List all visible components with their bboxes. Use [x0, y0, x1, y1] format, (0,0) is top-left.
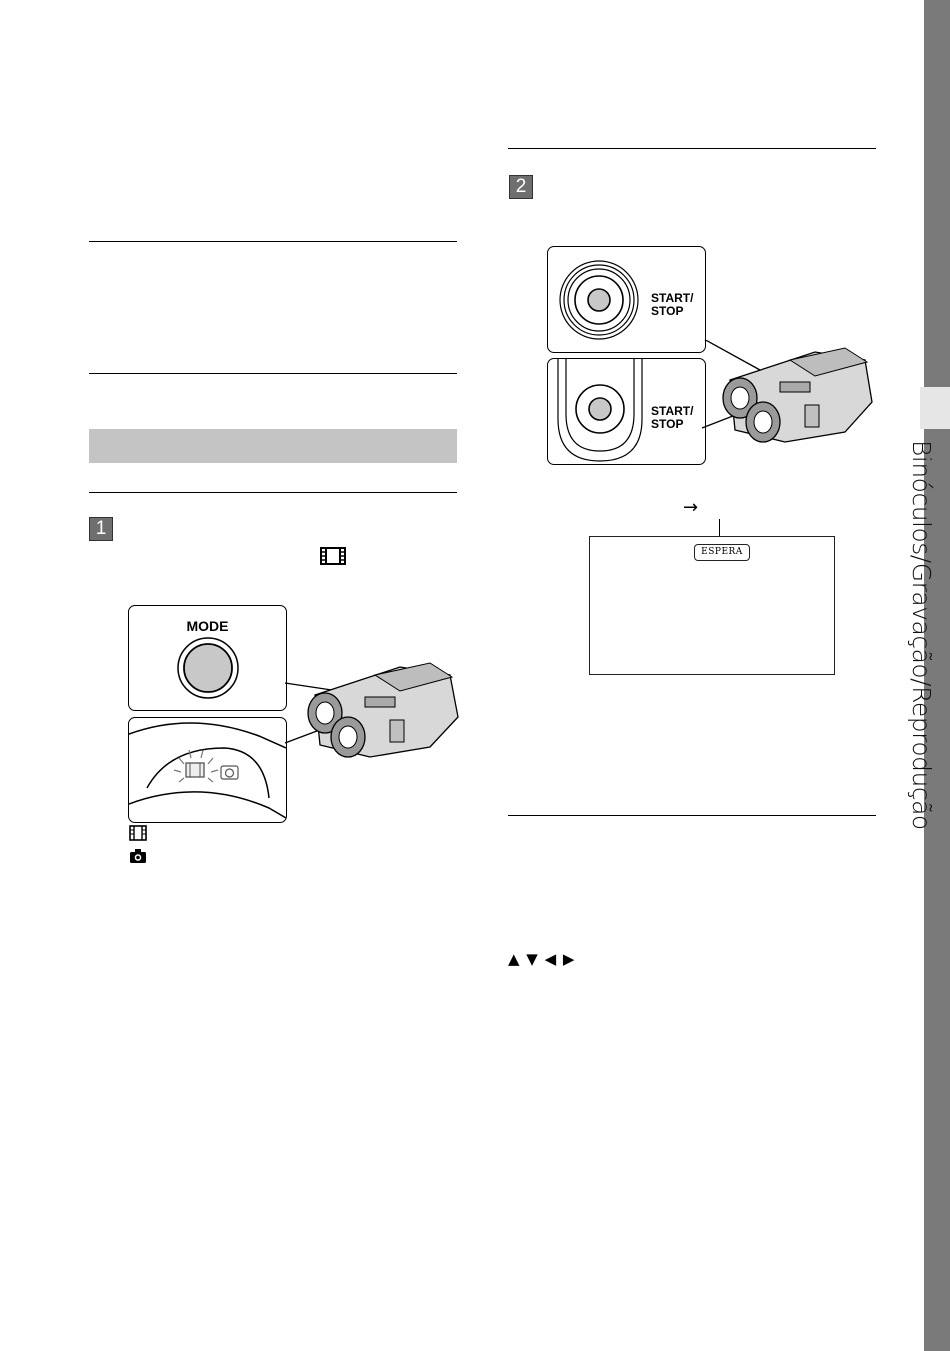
film-strip-icon — [129, 825, 147, 841]
transition-arrow: → — [683, 497, 699, 518]
status-badge: ESPERA — [694, 544, 750, 561]
divider — [508, 815, 876, 816]
direction-arrows: ▲ ▼ ◀ ▶ — [508, 950, 576, 968]
mode-button-callout — [128, 605, 287, 711]
start-stop-label: START/ STOP — [651, 404, 694, 431]
film-strip-icon — [320, 546, 346, 566]
divider — [508, 148, 876, 149]
start-stop-callout-bottom — [547, 358, 706, 465]
divider — [89, 492, 457, 493]
mode-button-label: MODE — [186, 618, 229, 634]
start-stop-callout-top — [547, 246, 706, 353]
camera-icon — [129, 848, 147, 864]
mode-dial-closeup — [129, 718, 286, 822]
mode-button — [176, 636, 240, 700]
mode-dial-callout — [128, 717, 287, 823]
divider — [89, 373, 457, 374]
section-heading-bar — [89, 429, 457, 463]
lcd-screen — [589, 536, 835, 675]
binocular-camera-illustration — [280, 655, 465, 770]
callout-line — [719, 519, 720, 536]
start-stop-button — [548, 359, 658, 464]
start-stop-label: START/ STOP — [651, 291, 694, 318]
section-title: Binóculos/Gravação/Reprodução — [907, 440, 936, 830]
step-number: 1 — [90, 518, 112, 540]
start-stop-button — [558, 259, 640, 341]
binocular-camera-illustration — [700, 340, 880, 455]
step-number: 2 — [510, 176, 532, 198]
divider — [89, 241, 457, 242]
sidebar-tab — [920, 387, 950, 429]
